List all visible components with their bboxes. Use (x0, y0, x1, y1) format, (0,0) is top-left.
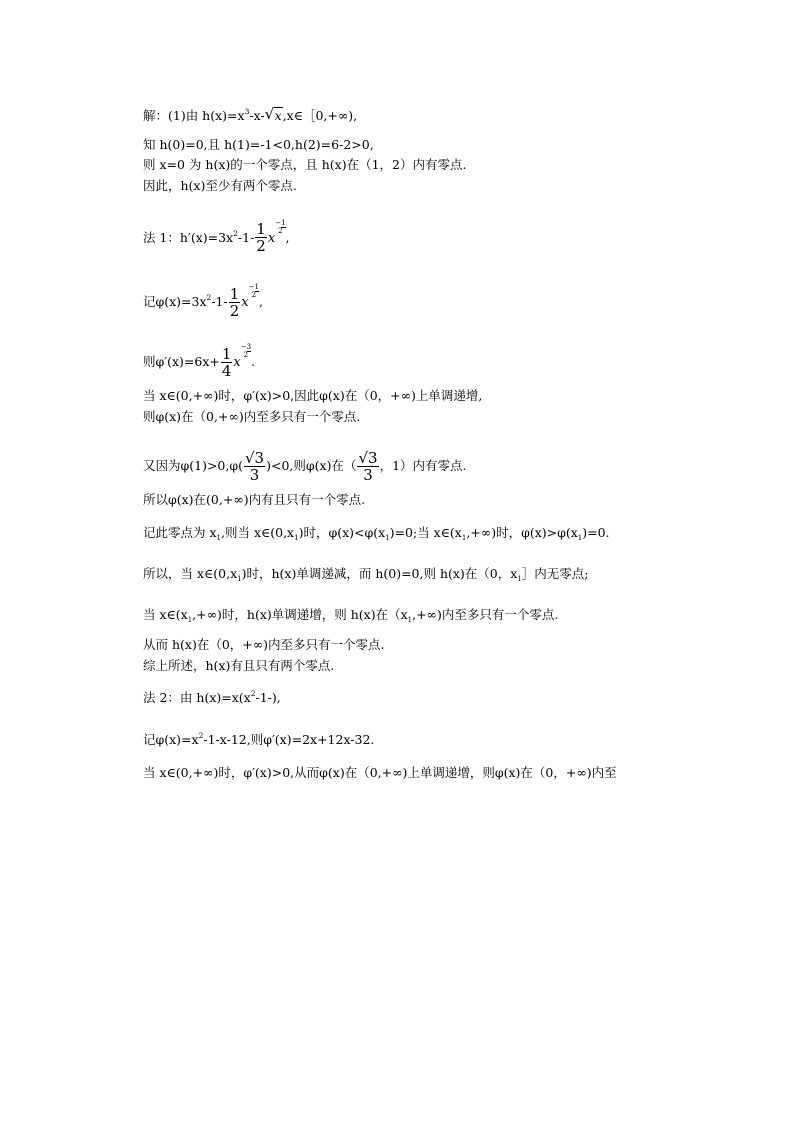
text: 法 1：h′(x)=3x (143, 230, 234, 245)
fraction-numerator: 1 (256, 220, 266, 238)
fraction (255, 221, 267, 254)
text: ,则当 x∈(0,x (221, 525, 295, 540)
text: )=0. (582, 525, 610, 540)
text: -1- (211, 294, 228, 309)
subscript: 1 (294, 534, 299, 542)
solution-line-10 (143, 450, 467, 483)
text: , (258, 294, 263, 309)
text: 当 x∈(x (143, 607, 188, 622)
exponent-fraction: −1 2 (248, 283, 259, 299)
subscript: 1 (187, 616, 193, 624)
solution-line-11: 所以φ(x)在(0,+∞)内有且只有一个零点. (143, 492, 366, 507)
text: ］内无零点; (521, 566, 589, 581)
exponent-numerator: 1 (254, 283, 259, 291)
variable: x (241, 295, 249, 310)
solution-line-14 (143, 607, 558, 625)
subscript: 1 (577, 534, 583, 542)
text: 记φ(x)=3x (143, 294, 207, 309)
subscript: 1 (517, 575, 522, 583)
text: ), (271, 690, 281, 705)
text: 又因为φ(1)>0,φ( (143, 458, 243, 473)
exponent: 2 (250, 689, 256, 698)
text: )<0,则φ(x)在（ (266, 458, 357, 473)
text: ，1）内有零点. (379, 458, 467, 473)
subscript: 1 (216, 534, 221, 542)
fraction-numerator: 1 (221, 345, 232, 363)
solution-line-12 (143, 525, 610, 543)
exponent: 2 (198, 731, 204, 740)
exponent-numerator: 3 (246, 343, 252, 351)
text: -1- (255, 690, 272, 705)
exponent-numerator: 1 (281, 219, 286, 227)
fraction-denominator: 2 (229, 302, 240, 320)
solution-line-4: 因此，h(x)至少有两个零点. (143, 178, 297, 193)
solution-line-9: 则φ(x)在（0,+∞)内至多只有一个零点. (143, 409, 361, 424)
text: )=0;当 x∈(x (389, 525, 462, 540)
exponent-denominator: 2 (251, 291, 257, 299)
subscript: 1 (407, 616, 413, 624)
text: -1- (237, 230, 255, 245)
fraction (357, 450, 378, 483)
text: 所以，当 x∈(0,x (143, 566, 238, 581)
method2-line-19: 当 x∈(0,+∞)时，φ′(x)>0,从而φ(x)在（0,+∞)上单调递增，则φ(x)在（0，+∞)内至 (143, 765, 617, 780)
sqrt-expression: √ x (264, 105, 282, 123)
variable: x (267, 231, 276, 246)
fraction (244, 450, 265, 483)
fraction-denominator: 2 (256, 237, 266, 255)
exponent: 3 (244, 107, 250, 116)
text: 则φ′(x)=6x+ (143, 354, 220, 369)
text: )时，φ(x)<φ(x (298, 525, 386, 540)
text: ,+∞)时，h(x)单调递增，则 h(x)在（x (192, 607, 408, 622)
fraction-denominator: 3 (249, 466, 260, 484)
method1-phi-derivative (143, 343, 256, 380)
text: ,+∞)时，φ(x)>φ(x (466, 525, 578, 540)
method2-line-17 (143, 690, 281, 708)
solution-line-2: 知 h(0)=0,且 h(1)=-1<0,h(2)=6-2>0, (143, 137, 374, 152)
text: 记此零点为 x (143, 525, 217, 540)
text: . (251, 354, 256, 369)
text: 法 2：由 h(x)=x(x (143, 690, 251, 705)
text: , (285, 230, 290, 245)
text: ,+∞)内至多只有一个零点. (412, 607, 559, 622)
exponent-denominator: 2 (278, 227, 283, 235)
solution-line-8: 当 x∈(0,+∞)时，φ′(x)>0,因此φ(x)在（0，+∞)上单调递增, (143, 388, 483, 403)
solution-line-3: 则 x=0 为 h(x)的一个零点，且 h(x)在（1，2）内有零点. (143, 157, 467, 172)
fraction (221, 346, 233, 379)
text: -1-x-12,则φ′(x)=2x+12x-32. (203, 732, 375, 747)
exponent: 2 (233, 229, 238, 238)
exponent-fraction: −3 2 (240, 343, 252, 359)
text: -x- (249, 108, 265, 123)
solution-line-13 (143, 566, 589, 584)
exponent: 2 (206, 293, 212, 302)
solution-line-16: 综上所述，h(x)有且只有两个零点. (143, 658, 335, 673)
fraction-denominator: 4 (221, 362, 232, 380)
fraction-numerator: 1 (229, 285, 240, 303)
sqrt-radicand: x (274, 108, 282, 123)
fraction-numerator: √3 (245, 449, 265, 467)
fraction-numerator: √3 (358, 449, 378, 467)
variable: x (233, 355, 241, 370)
fraction (229, 286, 241, 319)
method1-phi-definition (143, 283, 263, 320)
solution-line-1 (143, 105, 358, 126)
text: ,x∈［0,+∞), (282, 108, 358, 123)
text: )时，h(x)单调递减，而 h(0)=0,则 h(x)在（0，x (241, 566, 518, 581)
exponent-fraction: −1 2 (275, 219, 286, 235)
fraction-denominator: 3 (363, 466, 373, 484)
subscript: 1 (461, 534, 467, 542)
text: 解：(1)由 h(x)=x (143, 108, 245, 123)
subscript: 1 (237, 575, 242, 583)
method2-line-18 (143, 732, 374, 750)
text: 记φ(x)=x (143, 732, 199, 747)
exponent-denominator: 2 (243, 351, 249, 359)
subscript: 1 (385, 534, 390, 542)
solution-line-15: 从而 h(x)在（0，+∞)内至多只有一个零点. (143, 637, 385, 652)
method1-derivative-line (143, 219, 290, 255)
